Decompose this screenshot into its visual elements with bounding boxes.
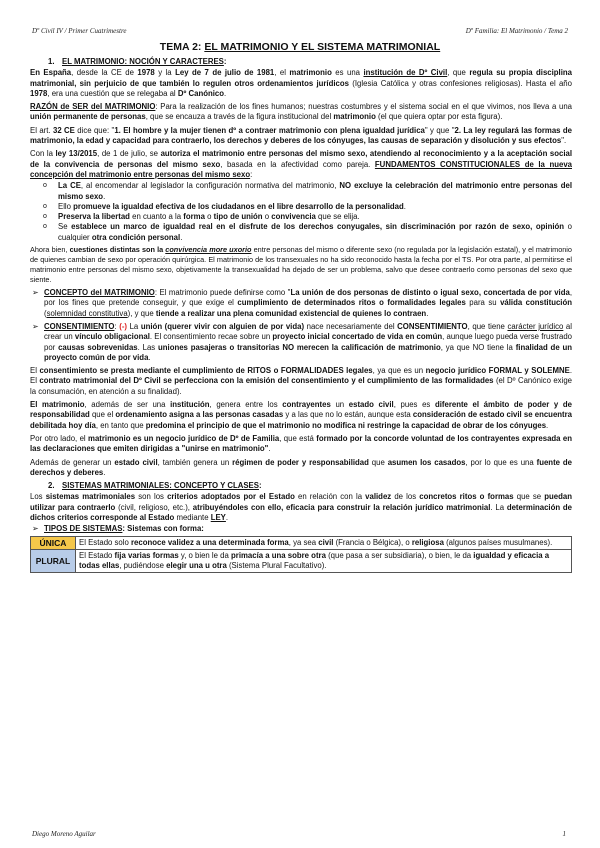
table-row [31, 536, 572, 549]
text-run: (Francia o Bélgica), o [333, 537, 412, 547]
text-run: 1. [48, 57, 55, 66]
text-run: promueve la igualdad efectiva de los ciudadanos en el libre desarrollo de la personalidad [73, 201, 404, 211]
text-run: . [148, 352, 151, 362]
text-run: TIPOS DE SISTEMAS [44, 524, 123, 534]
list-item [30, 202, 572, 212]
text-run: , también genera un [157, 457, 233, 467]
text-run: : [258, 481, 262, 491]
text-run: unión (querer vivir con alguien de por vida) [140, 321, 305, 331]
text-run: . [103, 191, 106, 201]
text-run: validez [365, 492, 392, 502]
text-run: (algunos países musulmanes). [443, 537, 553, 547]
text-run: convivencia more uxorio [165, 245, 252, 255]
text-run: , de 1 de julio, se [97, 149, 161, 159]
text-run: Ley de 7 de julio de 1981 [175, 68, 275, 78]
text-run: al crear un [44, 321, 572, 342]
text-run: , por los fines que pretende conseguir, y que exige el [44, 288, 572, 308]
text-run: carácter jurídico [507, 321, 564, 331]
text-run: vínculo obligacional [74, 332, 150, 342]
sistemas-table [30, 536, 572, 574]
text-run: causas sobrevenidas [58, 342, 138, 352]
text-run: atribuyéndoles con ello, eficacia para construir la relación jurídico matrimonial [192, 502, 491, 512]
text-run: en cuanto a la [129, 212, 184, 222]
text-run: , además de ser una [84, 400, 171, 410]
text-run: y la [154, 68, 176, 78]
text-run: En España [30, 68, 72, 78]
table-cell [76, 549, 572, 573]
text-run: 32 CE [52, 125, 75, 135]
text-run: institución [170, 400, 210, 410]
table-row [31, 549, 572, 573]
text-run: (que pasa a ser subsidiaria), o bien, le da [325, 550, 474, 560]
list-item [30, 212, 572, 222]
text-run: , era una cuestión que se relegaba al [47, 88, 178, 98]
text-run: 1978 [137, 68, 155, 78]
text-run: válida constitución [500, 298, 572, 308]
paragraph-convivencia [30, 245, 572, 285]
text-run: elegir una u otra [166, 561, 227, 571]
list-item [30, 181, 572, 202]
fundamentos-list [30, 181, 572, 243]
text-run: , pudiéndose [119, 561, 167, 571]
text-run: mediante [174, 512, 211, 522]
text-run: sistemas matrimoniales [45, 492, 136, 502]
text-run: que se [513, 492, 545, 502]
text-run: : [114, 321, 120, 331]
text-run: : Sistemas con forma: [122, 524, 204, 534]
running-header-right: Dº Familia: El Matrimonio / Tema 2 [465, 27, 568, 35]
text-run: nace necesariamente del [304, 321, 398, 331]
paragraph-ley-13-2015 [30, 149, 572, 180]
text-run: finalidad de un proyecto común de por vida [44, 342, 572, 362]
text-run: institución de Dº Civil [363, 68, 448, 78]
text-run: puedan utilizar para contraerlo [30, 492, 572, 512]
text-run: El [30, 366, 40, 376]
text-run: : El matrimonio puede definirse como " [154, 288, 291, 298]
text-run: : Para la realización de los fines humanos; nuestras costumbres y el sistema social en el que vivimos, nos lleva a una [155, 102, 573, 112]
text-run: Ahora bien, [30, 245, 70, 255]
paragraph-intro [30, 68, 572, 99]
text-run: . El consentimiento recae sobre un [149, 332, 273, 342]
text-run: matrimonio es un negocio jurídico de Dº de Familia [88, 433, 280, 443]
text-run: , el [274, 68, 290, 78]
text-run: , que [447, 68, 470, 78]
text-run: cumplimiento de determinados ritos o formalidades legales [237, 298, 466, 308]
text-run: (-) [119, 321, 128, 331]
text-run: , aunque luego pueda verse frustrado por [44, 332, 572, 352]
text-run: NO excluye la celebración del matrimonio entre personas del mismo sexo [58, 181, 572, 201]
text-run: ordenamiento asigna a las personas casadas [115, 410, 284, 420]
text-run: , que se encauza a través de la figura institucional del [145, 112, 334, 122]
text-run: régimen de poder y responsabilidad [232, 457, 369, 467]
text-run: asumen los casados [387, 457, 466, 467]
text-run: . [180, 232, 183, 242]
text-run: contrato matrimonial del Dº Civil se perfecciona con la emisión del consentimiento y el cumplimiento de las formalidades [39, 376, 494, 386]
text-run: negocio jurídico FORMAL y SOLEMNE [425, 366, 570, 376]
text-run: Además de generar un [30, 457, 115, 467]
text-run: Con la [30, 149, 56, 159]
text-run: : [250, 169, 253, 179]
text-run: , en tanto que [95, 420, 146, 430]
text-run: (Sistema Plural Facultativo). [226, 561, 327, 571]
text-run: otra condición personal [91, 232, 181, 242]
document-body [30, 57, 572, 573]
text-run: que se elija. [315, 212, 360, 222]
text-run: ( [44, 308, 47, 318]
text-run: La [127, 321, 141, 331]
text-run: que el [89, 410, 116, 420]
arrow-bullet-icon: ➢ [32, 524, 39, 534]
text-run: . [224, 88, 227, 98]
text-run: o [262, 212, 272, 222]
text-run: , que tiene [467, 321, 508, 331]
text-run: tiende a realizar una plena comunidad existencial de quienes lo contraen [155, 308, 427, 318]
text-run: El Estado solo [79, 537, 132, 547]
paragraph-sistemas [30, 492, 572, 523]
text-run: 2. [48, 481, 55, 491]
text-run: de los [391, 492, 420, 502]
text-run: , que está [279, 433, 317, 443]
text-run: unión permanente de personas [30, 112, 146, 122]
text-run: 1978 [30, 88, 48, 98]
text-run: Preserva la libertad [58, 212, 130, 222]
text-run: . [426, 308, 429, 318]
paragraph-estado-civil [30, 400, 572, 431]
text-run: que [368, 457, 388, 467]
text-run: Por otro lado, el [30, 433, 89, 443]
text-run: igualdad y eficacia a todas ellas [79, 550, 550, 571]
text-run: convivencia [271, 212, 316, 222]
text-run: " y que " [424, 125, 455, 135]
text-run: La unión de dos personas de distinto o igual sexo, concertada de por vida [290, 288, 570, 298]
footer-author: Diego Moreno Aguilar [32, 830, 96, 838]
text-run: (Iglesia Católica y otras confesiones religiosas). Hasta el año [348, 78, 572, 88]
text-run: , ya que NO tiene la [440, 342, 516, 352]
text-run: religiosa [411, 537, 444, 547]
text-run: formado por la concorde voluntad de los contrayentes expresada en las declaraciones que emiten dirigidas a "unirse en matrimonio" [30, 433, 572, 454]
text-run: son los [135, 492, 168, 502]
text-run: fuente de derechos y deberes [30, 457, 572, 477]
text-run: El matrimonio [30, 400, 85, 410]
text-run: ), y que [127, 308, 156, 318]
text-run: contrayentes [282, 400, 331, 410]
page-title: TEMA 2: EL MATRIMONIO Y EL SISTEMA MATRIMONIAL [159, 41, 441, 53]
arrow-bullet-icon: ➢ [32, 321, 39, 331]
text-run: reconoce validez a una determinada forma [131, 537, 289, 547]
text-run: CONCEPTO del MATRIMONIO [44, 288, 155, 298]
text-run: (civil, religioso, etc.), [115, 502, 193, 512]
text-run: EL MATRIMONIO: NOCIÓN Y CARACTERES [62, 57, 224, 66]
text-run: , al encomendar al legislador la configuración normativa del matrimonio, [80, 181, 340, 191]
list-item [30, 222, 572, 243]
text-run: CONSENTIMIENTO [397, 321, 468, 331]
text-run: LEY [210, 512, 226, 522]
text-run: y a las que no lo están, aunque esta [283, 410, 413, 420]
text-run: . [225, 512, 229, 522]
text-run: consentimiento se presta mediante el cumplimiento de RITOS o FORMALIDADES legales [39, 366, 373, 376]
running-header-left: Dº Civil IV / Primer Cuatrimestre [32, 27, 127, 35]
arrow-bullet-icon: ➢ [32, 288, 39, 298]
text-run: predomina el principio de que el matrimonio no modifica ni restringe la capacidad de obrar de los cónyuges [145, 420, 547, 430]
text-run: ley 13/2015 [55, 149, 98, 159]
text-run: . El [30, 366, 572, 386]
text-run: un [330, 400, 349, 410]
text-run: RAZÓN de SER del MATRIMONIO [30, 102, 156, 112]
text-run: determinación de dichos criterios corresponde al Estado [30, 502, 573, 522]
text-run: o [204, 212, 214, 222]
text-run: establece un marco de igualdad real en el disfrute de los derechos conyugales, sin discriminación por razón de sexo, opinión [71, 222, 565, 232]
tag-plural: PLURAL [31, 549, 76, 573]
text-run: El art. [30, 125, 53, 135]
text-run: cuestiones distintas son la [69, 245, 166, 255]
text-run: es una [331, 68, 364, 78]
text-run: en relación con la [294, 492, 366, 502]
text-run: Se [58, 222, 72, 232]
text-run: . [546, 420, 549, 430]
text-run: civil [318, 537, 334, 547]
text-run: 2. La ley regulará las formas de matrimonio, la edad y capacidad para contraerlo, los derechos y deberes de los cónyuges, las causas de separación y disolución y sus efectos [30, 125, 573, 146]
text-run: : [223, 57, 227, 66]
paragraph-derechos-deberes [30, 458, 572, 479]
paragraph-razon-de-ser [30, 102, 572, 123]
text-run: . [268, 444, 271, 454]
text-run: . [103, 467, 106, 477]
text-run: y, o bien le da [178, 550, 232, 560]
text-run: FUNDAMENTOS CONSTITUCIONALES de la nueva concepción del matrimonio entre personas del mismo sexo [30, 159, 572, 179]
text-run: Dº Canónico [177, 88, 225, 98]
text-run: entre personas del mismo o diferente sexo (no regulada por la legislación estatal), y el matrimonio de quienes cambian de sexo por operación quirúrgica. El matrimonio de los transexuales no ha sido reconocido hasta la fecha por el TS. Por otra parte, al permitirse el matrimonio entre personas del mismo sexo, objetivamente la transexualidad ha dejado de ser un problema, salvo que desee contraerlo como personas del sexo que siente. [30, 245, 572, 285]
paragraph-formalidades [30, 366, 572, 397]
text-run: , ya sea [288, 537, 319, 547]
text-run: criterios adoptados por el Estado [167, 492, 295, 502]
text-run: , ya que es un [372, 366, 426, 376]
text-run: regula su propia disciplina matrimonial, sin perjuicio de que también lo regulen otros ordenamientos jurídicos [30, 68, 572, 88]
text-run: autoriza el matrimonio entre personas del mismo sexo, atendiendo al reconocimiento y a la aceptación social de la convivencia de personas del mismo sexo [30, 149, 572, 169]
text-run: matrimonio [289, 68, 332, 78]
text-run: concretos ritos o formas [419, 492, 514, 502]
tipos-heading [30, 524, 572, 534]
text-run: , genera entre los [209, 400, 283, 410]
text-run: (el Dº Canónico exige la consumación, en atención a su finalidad). [30, 376, 572, 396]
text-run: solemnidad constitutiva [46, 308, 128, 318]
paragraph-art-32 [30, 126, 572, 147]
text-run: matrimonio [333, 112, 376, 122]
page-number: 1 [562, 830, 566, 838]
text-run: . La [490, 502, 507, 512]
section-heading-2 [30, 481, 572, 491]
paragraph-negocio-juridico [30, 434, 572, 455]
text-run: El Estado [79, 550, 115, 560]
text-run: 1. El hombre y la mujer tienen dº a contraer matrimonio con plena igualdad jurídica [114, 125, 425, 135]
text-run: SISTEMAS MATRIMONIALES: CONCEPTO Y CLASES [62, 481, 259, 491]
text-run: proyecto inicial concertado de vida en común [272, 332, 443, 342]
text-run: , basada en la afectividad como pareja. [220, 159, 375, 169]
text-run: Los [30, 492, 46, 502]
text-run: , desde la CE de [71, 68, 138, 78]
text-run: o cualquier [58, 222, 572, 242]
text-run: tipo de unión [213, 212, 263, 222]
text-run: consideración de estado civil se encuentra debilitada hoy día [30, 410, 573, 430]
section-heading-1 [30, 57, 572, 67]
text-run: . [403, 201, 406, 211]
text-run: forma [183, 212, 205, 222]
text-run: para su [465, 298, 501, 308]
text-run: fija varias formas [114, 550, 179, 560]
text-run: , por lo que es una [465, 457, 537, 467]
text-run: estado civil [114, 457, 158, 467]
text-run: diferente el ámbito de poder y de responsabilidad [30, 400, 572, 420]
concepto-block [30, 288, 572, 319]
text-run: estado civil [348, 400, 394, 410]
consentimiento-block [30, 322, 572, 363]
text-run: Ello [58, 201, 74, 211]
text-run: La CE [58, 181, 81, 191]
text-run: , pues es [393, 400, 435, 410]
text-run: ". [561, 136, 567, 146]
text-run: primacía a una sobre otra [231, 550, 326, 560]
text-run: dice que: " [74, 125, 115, 135]
tag-unica: ÚNICA [31, 536, 76, 549]
text-run: (el que quiera optar por esta figura). [375, 112, 503, 122]
text-run: uniones pasajeras o transitorias NO merecen la calificación de matrimonio [158, 342, 441, 352]
text-run: CONSENTIMIENTO [44, 321, 115, 331]
table-cell [76, 536, 572, 549]
text-run: . Las [137, 342, 158, 352]
